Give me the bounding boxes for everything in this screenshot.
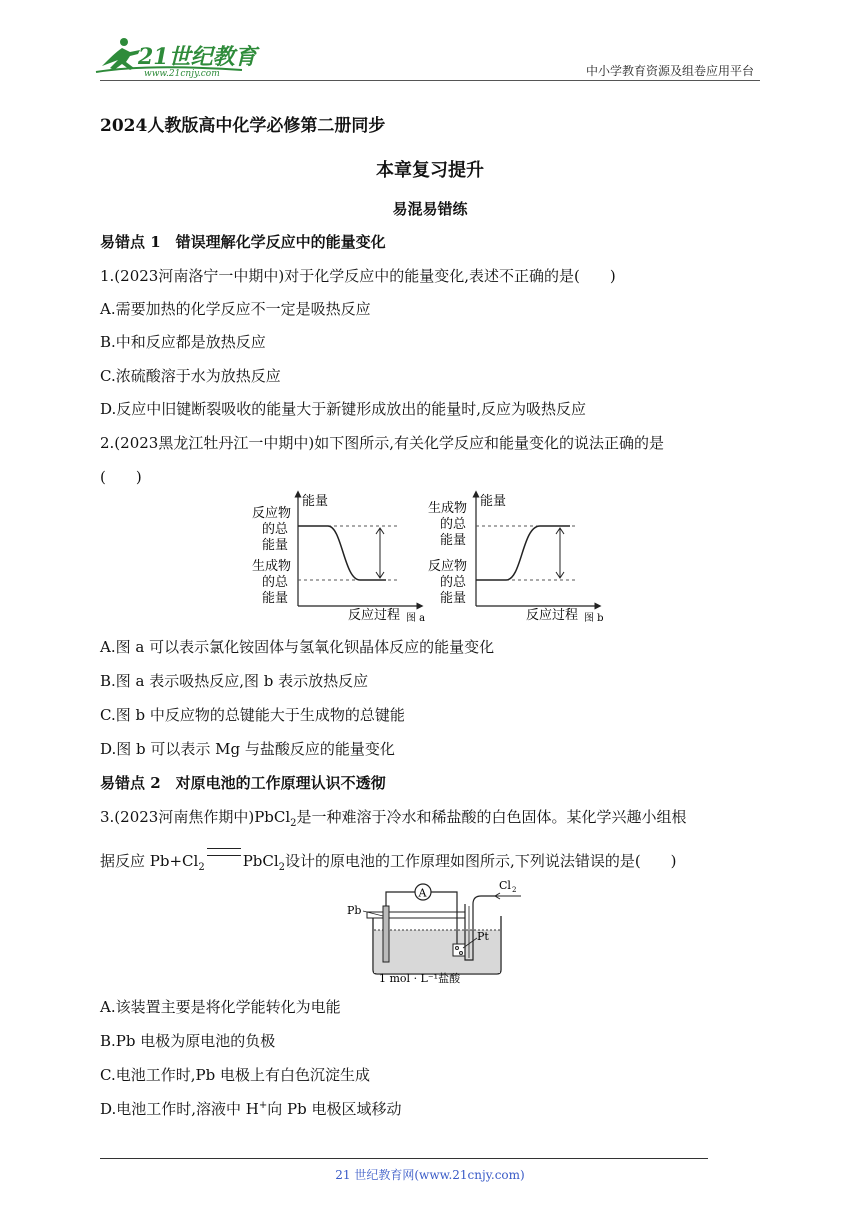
fig-b-bottom-label-1: 反应物	[428, 559, 468, 574]
q3-sub-2: 2	[290, 818, 297, 829]
q1-option-b: B.中和反应都是放热反应	[100, 333, 266, 351]
q3-option-d	[100, 1098, 402, 1119]
fig-b-energy-curve	[476, 526, 570, 580]
fig-a-top-label-2: 的总	[262, 522, 289, 537]
q2-stem-cont: ( )	[100, 468, 142, 486]
header-divider	[100, 80, 760, 81]
q3-option-d-a: D.电池工作时,溶液中 H	[100, 1100, 259, 1118]
logo-url: www.21cnjy.com	[144, 69, 220, 79]
q2-option-b: B.图 a 表示吸热反应,图 b 表示放热反应	[100, 672, 369, 690]
fig-a-ylabel: 能量	[302, 494, 329, 509]
q3-line2-b: PbCl	[242, 852, 279, 870]
fig-b-ylabel: 能量	[480, 494, 507, 509]
q1-option-d: D.反应中旧键断裂吸收的能量大于新键形成放出的能量时,反应为吸热反应	[100, 400, 587, 418]
site-logo	[92, 36, 262, 80]
chapter-title: 本章复习提升	[376, 160, 484, 181]
gas-label: Cl	[499, 879, 511, 892]
fig-a-bottom-label-2: 的总	[262, 575, 289, 590]
energy-diagram-b	[418, 488, 613, 624]
footer-divider	[100, 1158, 708, 1159]
q3-line2-sub-2: 2	[278, 862, 286, 873]
q1-stem: 1.(2023河南洛宁一中期中)对于化学反应中的能量变化,表述不正确的是( )	[100, 267, 616, 285]
q2-option-c: C.图 b 中反应物的总键能大于生成物的总键能	[100, 706, 405, 724]
header-platform-text: 中小学教育资源及组卷应用平台	[585, 64, 754, 78]
fig-a-top-label-3: 能量	[262, 538, 289, 553]
fig-a-bottom-label-1: 生成物	[252, 559, 292, 574]
pb-electrode-icon	[383, 906, 389, 962]
gas-sub: 2	[512, 886, 517, 894]
q2-option-a: A.图 a 可以表示氯化铵固体与氢氧化钡晶体反应的能量变化	[100, 638, 495, 656]
pt-label: Pt	[477, 930, 489, 943]
fig-b-xlabel: 反应过程	[526, 608, 579, 623]
q3-stem-b: 是一种难溶于冷水和稀盐酸的白色固体。某化学兴趣小组根	[296, 808, 687, 826]
fig-a-xlabel: 反应过程	[348, 608, 401, 623]
q2-stem: 2.(2023黑龙江牡丹江一中期中)如下图所示,有关化学反应和能量变化的说法正确的是	[100, 434, 664, 452]
q3-option-b: B.Pb 电极为原电池的负极	[100, 1032, 276, 1050]
error-point-2: 易错点 2 对原电池的工作原理认识不透彻	[100, 774, 386, 792]
q2-option-d: D.图 b 可以表示 Mg 与盐酸反应的能量变化	[100, 740, 395, 758]
fig-b-bottom-label-2: 的总	[440, 575, 467, 590]
fig-a-top-label-1: 反应物	[252, 506, 292, 521]
pt-electrode-icon	[453, 944, 465, 956]
fig-a-caption: 图 a	[406, 613, 426, 624]
logo-text: 21世纪教育	[138, 44, 257, 70]
galvanic-cell-diagram	[345, 878, 535, 984]
q1-option-a: A.需要加热的化学反应不一定是吸热反应	[100, 300, 371, 318]
pb-label: Pb	[347, 904, 362, 917]
fig-b-caption: 图 b	[584, 613, 604, 624]
q3-stem-a: 3.(2023河南焦作期中)PbCl	[100, 808, 291, 826]
ammeter-label: A	[418, 886, 427, 900]
q3-stem-line2	[100, 848, 677, 873]
solution-label: 1 mol · L⁻¹盐酸	[379, 972, 461, 984]
q3-line2-sub-1: 2	[198, 862, 205, 873]
document-title: 2024人教版高中化学必修第二册同步	[100, 116, 386, 136]
q3-option-d-b: 向 Pb 电极区域移动	[267, 1100, 402, 1118]
fig-a-energy-curve	[298, 526, 386, 580]
section-title: 易混易错练	[392, 200, 468, 218]
q3-option-a: A.该装置主要是将化学能转化为电能	[100, 998, 341, 1016]
q3-line2-a: 据反应 Pb+Cl	[100, 852, 199, 870]
energy-diagram-a	[240, 488, 435, 624]
error-point-1: 易错点 1 错误理解化学反应中的能量变化	[100, 233, 386, 251]
q3-option-d-sup: +	[258, 1100, 268, 1111]
fig-b-top-label-1: 生成物	[428, 501, 468, 516]
fig-b-top-label-2: 的总	[440, 517, 467, 532]
equal-sign-icon	[207, 848, 241, 856]
q1-option-c: C.浓硫酸溶于水为放热反应	[100, 367, 281, 385]
fig-b-bottom-label-3: 能量	[440, 591, 467, 606]
footer-text: 21 世纪教育网(www.21cnjy.com)	[335, 1168, 525, 1182]
fig-b-top-label-3: 能量	[440, 533, 467, 548]
q3-line2-c: 设计的原电池的工作原理如图所示,下列说法错误的是( )	[285, 852, 677, 870]
q3-option-c: C.电池工作时,Pb 电极上有白色沉淀生成	[100, 1066, 370, 1084]
fig-a-bottom-label-3: 能量	[262, 591, 289, 606]
q3-stem-line1	[100, 806, 687, 829]
